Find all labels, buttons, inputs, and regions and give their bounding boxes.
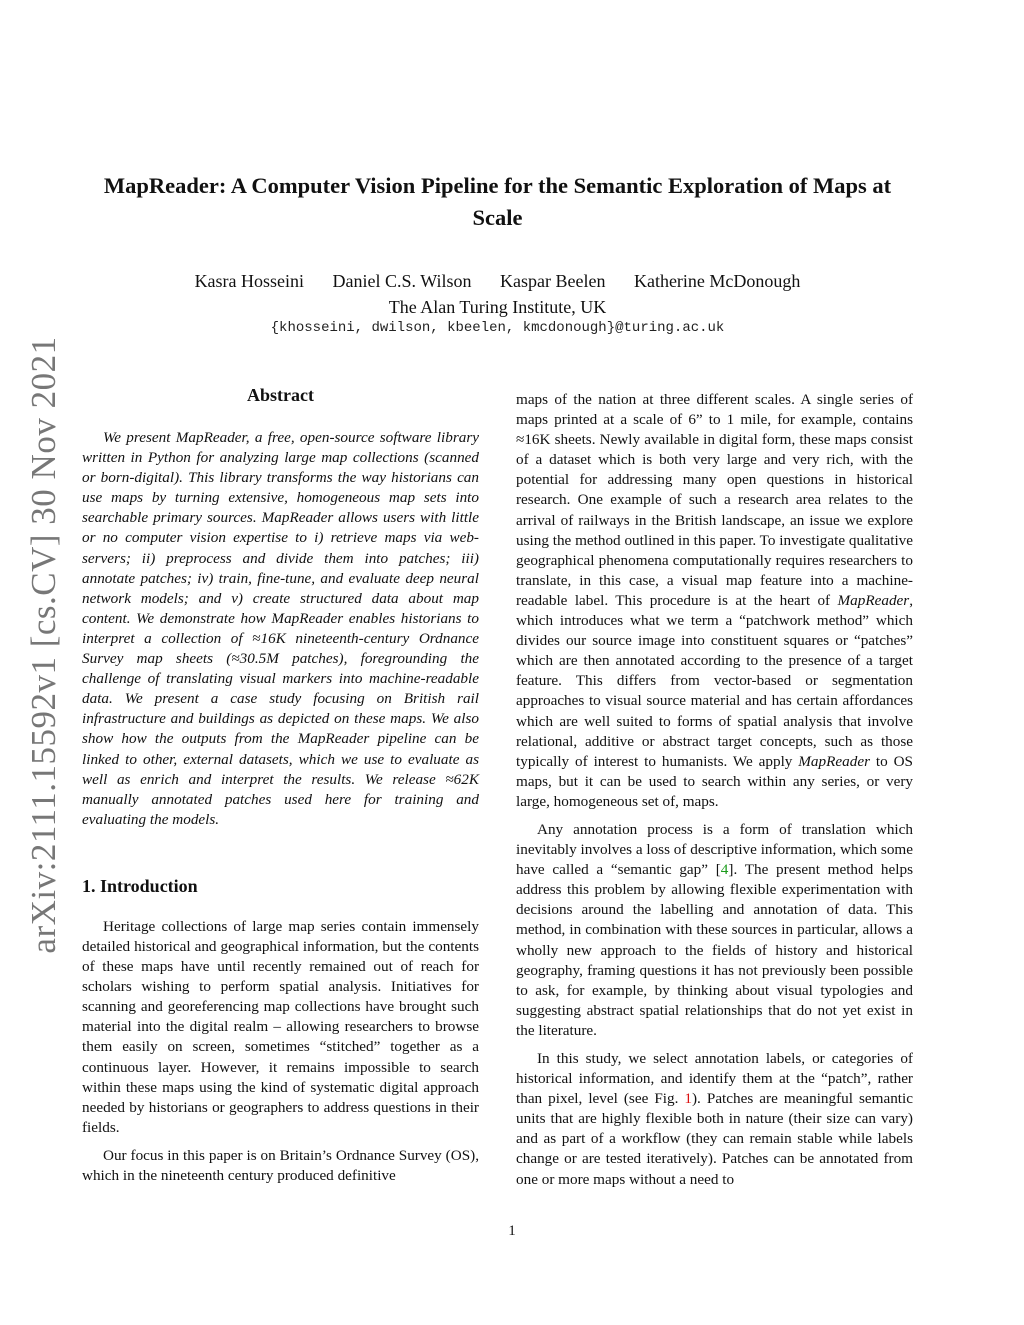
right-column [516, 390, 913, 1190]
author-name: Daniel C.S. Wilson [332, 271, 472, 291]
author-name: Kasra Hosseini [194, 271, 305, 291]
intro-paragraph: Heritage collections of large map series contain immensely detailed historical and geographical information, but the contents of these maps have until recently remained out of reach for scholars wishing to perform spatial analysis. Initiatives for scanning and georeferencing map collections have brought such material into the digital realm – allowing researchers to browse them easily on screen, sometimes “stitched” together as a continuous layer. However, it remains impossible to search within these maps using the kind of systematic digital approach needed by historians or geographers to address questions in their fields. [82, 917, 479, 1136]
abstract-text: We present MapReader, a free, open-source software library written in Python for analyzing large map collections (scanned or born-digital). This library transforms the way historians can use maps by turning extensive, homogeneous map sets into searchable primary sources. MapReader allows users with little or no computer vision expertise to i) retrieve maps via web-servers; ii) preprocess and divide them into patches; iii) annotate patches; iv) train, fine-tune, and evaluate deep neural network models; and v) create structured data about map content. We demonstrate how MapReader enables historians to interpret a collection of ≈16K nineteenth-century Ordnance Survey map sheets (≈30.5M patches), foregrounding the challenge of translating visual markers into machine-readable data. We present a case study focusing on British rail infrastructure and buildings as depicted on these maps. We also show how the outputs from the MapReader pipeline can be linked to other, external datasets, which we use to evaluate as well as enrich and interpret the results. We release ≈62K manually annotated patches used here for training and evaluating the models. [82, 429, 479, 828]
body-paragraph: In this study, we select annotation labels, or categories of historical information, and identify them at the “patch”, rather than pixel, level (see Fig. 1). Patches are meaningful semantic units that are highly flexible both in nature (their size can vary) and as part of a workflow (they can remain stable while labels change or are tested iteratively). Patches can be annotated from one or more maps without a need to [516, 1050, 913, 1188]
abstract-heading: Abstract [247, 385, 314, 405]
introduction-heading: 1. Introduction [82, 875, 198, 896]
arxiv-identifier: arXiv:2111.15592v1 [cs.CV] 30 Nov 2021 [24, 336, 63, 954]
arxiv-sidebar [14, 336, 74, 954]
author-names [80, 268, 915, 294]
figure-link[interactable]: 1 [684, 1090, 692, 1108]
body-paragraph: maps of the nation at three different scales. A single series of maps printed at a scale of 6” to 1 mile, for example, contains ≈16K sheets. Newly available in digital form, these maps consist of a dataset which is both very large and very rich, with the potential for addressing many open questions in historical research. One example of such a research area relates to the arrival of railways in the British landscape, an issue we explore using the method outlined in this paper. To investigate qualitative geographical phenomena computationally requires researchers to translate, in this case, a visual map feature into a machine-readable label. This procedure is at the heart of MapReader, which introduces what we term a “patchwork method” which divides our source image into constituent squares or “patches” which are then annotated according to the presence of a target feature. This differs from vector-based or segmentation approaches to visual source material and has certain affordances which are well suited to forms of spatial analysis that involve relational, additive or abstract target concepts, such as those typically of interest to humanists. We apply MapReader to OS maps, but it can be used to search within any series, or very large, homogeneous set of, maps. [516, 391, 913, 810]
abstract-section [82, 385, 479, 830]
page-number: 1 [508, 1223, 516, 1239]
affiliation: The Alan Turing Institute, UK [388, 297, 607, 317]
software-name: MapReader [798, 752, 870, 770]
software-name: MapReader [837, 591, 910, 609]
author-block [80, 268, 915, 320]
citation-link[interactable]: 4 [720, 861, 729, 879]
author-name: Katherine McDonough [633, 271, 801, 291]
intro-paragraph: Our focus in this paper is on Britain’s Ordnance Survey (OS), which in the nineteenth century produced definitive [82, 1146, 479, 1184]
author-emails: {khosseini, dwilson, kbeelen, kmcdonough}@turing.ac.uk [270, 320, 725, 336]
paper-title: MapReader: A Computer Vision Pipeline for the Semantic Exploration of Maps at Scale [103, 173, 892, 230]
body-paragraph: Any annotation process is a form of translation which inevitably involves a loss of descriptive information, which some have called a “semantic gap” [4]. The present method helps address this problem by allowing flexible experimentation with decisions around the labelling and annotation of data. This method, in combination with these sources in particular, allows a wholly new approach to the fields of history and historical geography, framing questions it has not previously been possible to ask, for example, by thinking about visual typologies and suggesting abstract spatial relationships that do not yet exist in the literature. [516, 820, 913, 1039]
author-name: Kaspar Beelen [500, 271, 606, 291]
left-column [82, 385, 479, 1186]
